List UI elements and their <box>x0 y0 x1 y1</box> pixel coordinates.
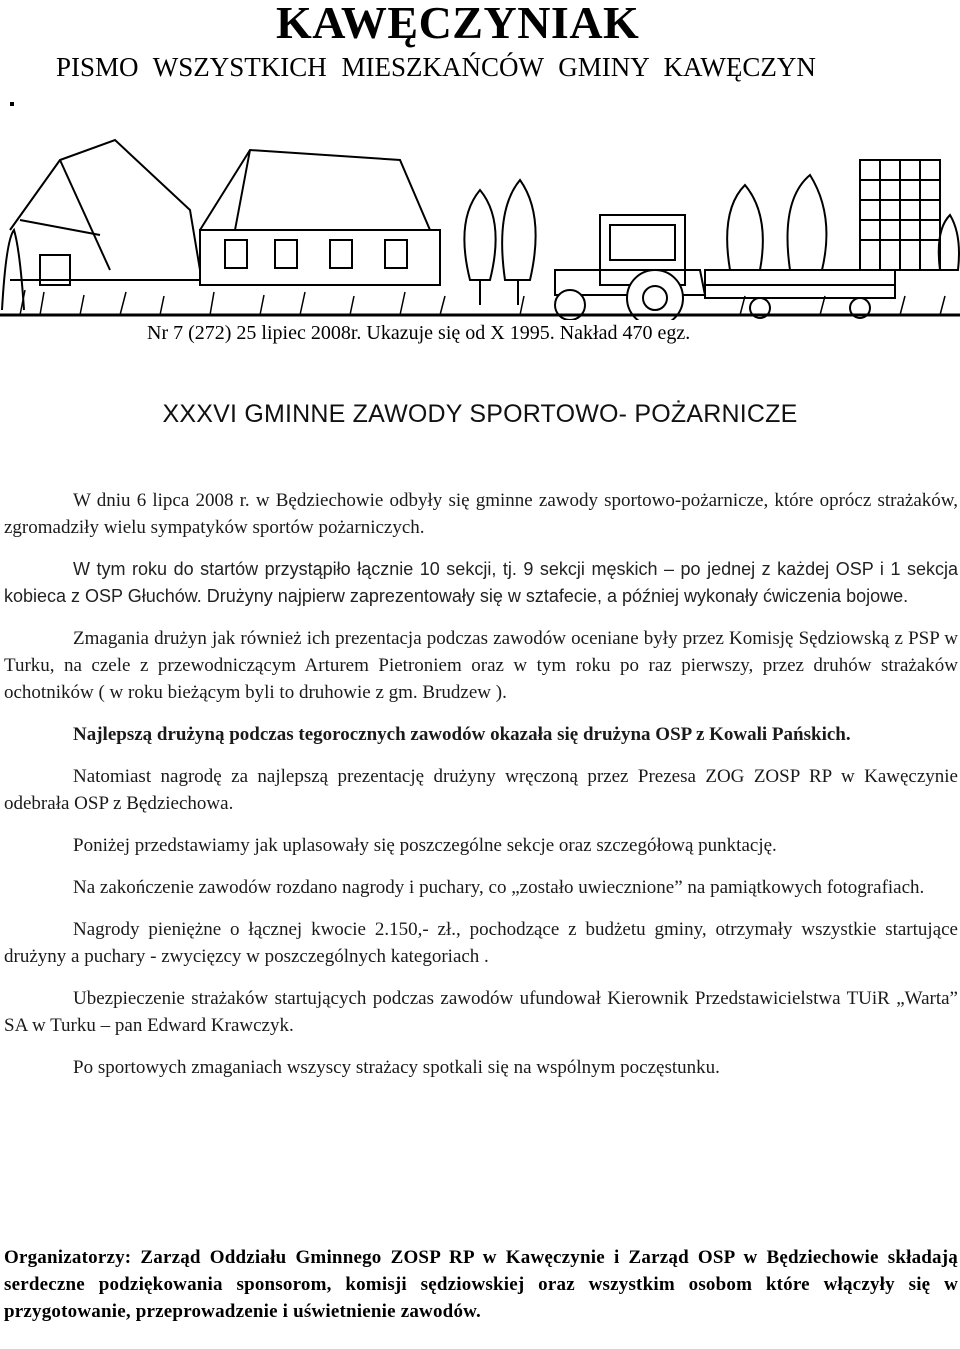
article-paragraph: Natomiast nagrodę za najlepszą prezentację drużyny wręczoną przez Prezesa ZOG ZOSP RP w Kawęczynie odebrała OSP z Będziechowa. <box>4 766 958 814</box>
tractor-rear-wheel <box>627 270 683 320</box>
article-paragraph: Na zakończenie zawodów rozdano nagrody i puchary, co „zostało uwiecznione” na pamiątkowych fotografiach. <box>73 877 925 898</box>
article-headline: XXXVI GMINNE ZAWODY SPORTOWO- POŻARNICZE <box>162 400 798 428</box>
stray-dot <box>10 102 14 106</box>
masthead-illustration <box>0 120 960 320</box>
article-paragraph: Poniżej przedstawiamy jak uplasowały się poszczególne sekcje oraz szczegółową punktację. <box>73 835 777 856</box>
issue-info: Nr 7 (272) 25 lipiec 2008r. Ukazuje się od X 1995. Nakład 470 egz. <box>147 322 691 344</box>
article-paragraph: Ubezpieczenie strażaków startujących podczas zawodów ufundował Kierownik Przedstawicielstwa TUiR „Warta” SA w Turku – pan Edward Krawczyk. <box>4 988 958 1036</box>
masthead-subtitle: PISMO WSZYSTKICH MIESZKAŃCÓW GMINY KAWĘCZYN <box>56 52 816 82</box>
masthead-title: KAWĘCZYNIAK <box>276 0 640 48</box>
article-paragraph <box>4 556 958 610</box>
tree-2 <box>502 180 535 280</box>
article-paragraph-part: W tym roku do startów przystąpiło łącznie 10 sekcji, tj. <box>73 559 517 579</box>
article-highlight: Najlepszą drużyną podczas tegorocznych zawodów okazała się drużyna OSP z Kowali Pańskich. <box>73 724 851 745</box>
article-paragraph: Po sportowych zmaganiach wszyscy strażacy spotkali się na wspólnym poczęstunku. <box>73 1057 720 1078</box>
left-bush <box>2 230 24 310</box>
article-paragraph: Nagrody pieniężne o łącznej kwocie 2.150,- zł., pochodzące z budżetu gminy, otrzymały wszystkie startujące drużyny a puchary - zwycięzcy w poszczególnych kategoriach . <box>4 919 958 967</box>
left-house-roof <box>10 140 200 270</box>
center-house-wall <box>200 230 440 285</box>
article-body <box>4 487 958 1096</box>
article-paragraph-part: 9 sekcji męskich – po jednej z każdej OSP i 1 sekcja kobieca z OSP Głuchów. <box>4 559 958 606</box>
article-paragraph-part: Drużyny najpierw zaprezentowały się w sztafecie, a później wykonały ćwiczenia bojowe. <box>201 586 909 606</box>
tree-1 <box>464 190 495 280</box>
center-house-roof <box>200 150 430 230</box>
article-paragraph: Zmagania drużyn jak również ich prezentacja podczas zawodów oceniane były przez Komisję Sędziowską z PSP w Turku, na czele z przewodniczącym Arturem Pietroniem oraz w tym roku po raz pierwszy, przez druhów strażaków ochotników ( w roku bieżącym byli to druhowie z gm. Brudzew ). <box>4 628 958 703</box>
article-paragraph: W dniu 6 lipca 2008 r. w Będziechowie odbyły się gminne zawody sportowo-pożarnicze, które oprócz strażaków, zgromadziły wielu sympatyków sportów pożarniczych. <box>4 490 958 538</box>
organizers-thanks: Organizatorzy: Zarząd Oddziału Gminnego ZOSP RP w Kawęczynie i Zarząd OSP w Będziechowie składają serdeczne podziękowania sponsorom, komisji sędziowskiej oraz wszystkim osobom które włączyły się w przygotowanie, przeprowadzenie i uświetnienie zawodów. <box>4 1247 958 1322</box>
